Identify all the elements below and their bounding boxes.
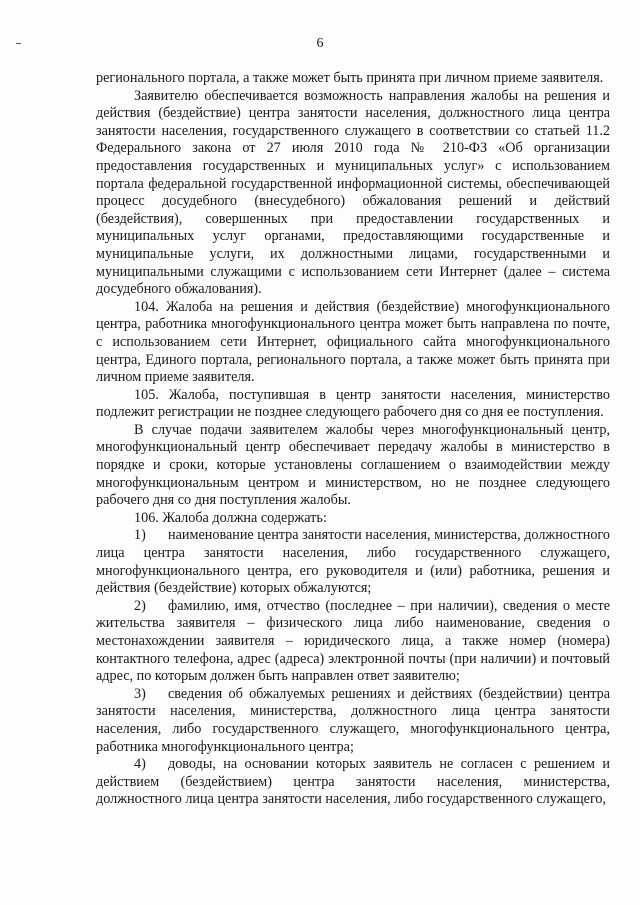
list-item [96,686,610,756]
list-item-number: 3) [134,685,146,702]
document-body [96,70,610,809]
list-item-text: сведения об обжалуемых решениях и действиях (бездействии) центра занятости населения, министерства, должностного лица центра занятости населения, либо государственного служащего, многофункционального центра, работника многофункционального центра; [96,685,610,755]
list-item-number: 2) [134,597,146,614]
page-number: 6 [316,36,324,51]
list-item-number: 4) [134,756,146,773]
list-item [96,756,610,809]
list-item [96,527,610,597]
list-item-text: доводы, на основании которых заявитель не согласен с решением и действием (бездействием) центра занятости населения, министерства, должностного лица центра занятости населения, либо государственного служащего, [96,756,610,808]
paragraph-mfc-submission: В случае подачи заявителем жалобы через многофункциональный центр, многофункциональный центр обеспечивает передачу жалобы в министерство в порядке и сроки, которые установлены соглашением о взаимодействии между многофункциональным центром и министерством, но не позднее следующего рабочего дня со дня поступления жалобы. [96,421,610,509]
paragraph-continuation: регионального портала, а также может быть принята при личном приеме заявителя. [96,70,604,86]
list-item [96,598,610,686]
list-item-text: наименование центра занятости населения, министерства, должностного лица центра занятости населения, либо государственного служащего, многофункционального центра, его руководителя и (или) работника, решения и действия (бездействие) которых обжалуются; [96,527,610,597]
list-item-text: фамилию, имя, отчество (последнее – при наличии), сведения о месте жительства заявителя – физического лица либо наименование, сведения о местонахождении заявителя – юридического лица, а также номер (номера) контактного телефона, адрес (адреса) электронной почты (при наличии) и почтовый адрес, по которым должен быть направлен ответ заявителю; [96,597,610,685]
paragraph-105: 105. Жалоба, поступившая в центр занятости населения, министерство подлежит регистрации не позднее следующего рабочего дня со дня ее поступления. [96,386,610,421]
paragraph-104: 104. Жалоба на решения и действия (бездействие) многофункционального центра, работника многофункционального центра может быть направлена по почте, с использованием сети Интернет, официального сайта многофункционального центра, Единого портала, регионального портала, а также может быть принята при личном приеме заявителя. [96,298,610,386]
paragraph-106: 106. Жалоба должна содержать: [134,509,327,526]
list-item-number: 1) [134,527,146,544]
paragraph-complaint-system: Заявителю обеспечивается возможность направления жалобы на решения и действия (бездействие) центра занятости населения, должностного лица центра занятости населения, государственного служащего в соответствии со статьей 11.2 Федерального закона от 27 июля 2010 года № 210-ФЗ «Об организации предоставления государственных и муниципальных услуг» с использованием портала федеральной государственной информационной системы, обеспечивающей процесс досудебного (внесудебного) обжалования решений и действий (бездействия), совершенных при предоставлении государственных и муниципальных услуг органами, предоставляющими государственные и муниципальные услуги, их должностными лицами, государственными и муниципальными служащими с использованием сети Интернет (далее – система досудебного обжалования). [96,87,610,298]
